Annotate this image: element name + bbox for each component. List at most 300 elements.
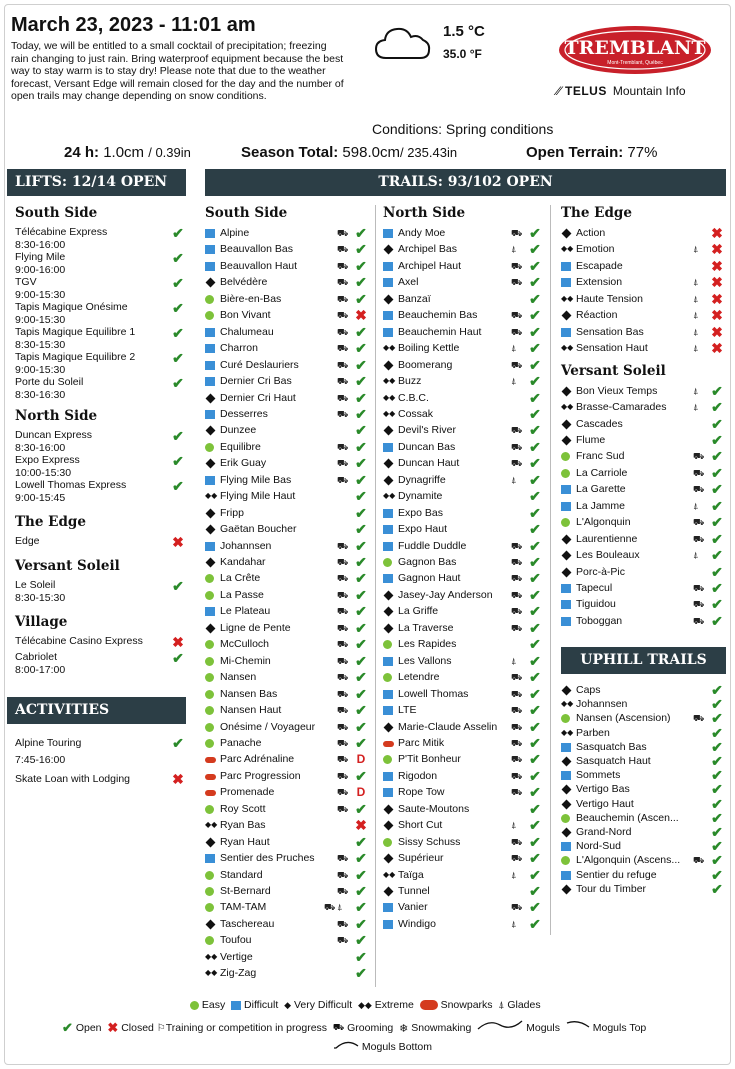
trail-name: Sasquatch Bas	[576, 740, 647, 753]
activity-hours: 7:45-16:00	[15, 754, 66, 766]
grooming-icon: ⛟	[511, 672, 523, 683]
extreme-icon: ◆◆	[383, 408, 396, 418]
lift-item	[15, 276, 65, 301]
lift-item	[15, 429, 92, 454]
grooming-icon: ⛟	[511, 589, 523, 600]
status-open-icon: ✔	[529, 257, 541, 274]
status-open-icon: ✔	[529, 389, 541, 406]
lift-item	[15, 479, 126, 504]
status-open-icon: ✔	[711, 866, 723, 883]
trail-name: Ryan Haut	[220, 835, 270, 848]
status-open-icon: ✔	[711, 612, 723, 629]
grooming-icon: ⛟	[693, 713, 705, 724]
trail-row	[383, 521, 545, 537]
lift-name: Edge	[15, 535, 40, 547]
very-difficult-icon	[384, 426, 394, 436]
status-open-icon: ✔	[529, 833, 541, 850]
telus-mountain-info	[557, 84, 686, 98]
moguls-top-icon	[566, 1019, 590, 1031]
trail-name: Windigo	[398, 917, 436, 930]
status-open-icon: ✔	[529, 619, 541, 636]
glades-icon: ⍋	[693, 326, 699, 337]
trail-row	[383, 538, 545, 554]
lift-item	[15, 651, 65, 676]
very-difficult-icon	[206, 623, 216, 633]
status-open-icon: ✔	[529, 899, 541, 916]
trail-row	[205, 636, 371, 652]
trail-name: L'Algonquin (Ascens...	[576, 854, 681, 867]
glades-icon: ⍋	[511, 655, 517, 666]
lift-item	[15, 454, 80, 479]
status-open-icon: ✔	[711, 880, 723, 897]
status-open-icon: ✔	[529, 784, 541, 801]
grooming-icon: ⛟	[337, 803, 349, 814]
very-difficult-icon	[384, 294, 394, 304]
trail-name: Rope Tow	[398, 786, 445, 799]
lift-item	[15, 251, 65, 276]
lift-name: Télécabine Casino Express	[15, 635, 143, 647]
difficult-icon	[383, 772, 393, 781]
grooming-icon: ⛟	[337, 573, 349, 584]
status-open-icon: ✔	[529, 685, 541, 702]
trail-row	[205, 422, 371, 438]
grooming-icon: ⛟	[511, 458, 523, 469]
trail-name: Curé Deslauriers	[220, 358, 299, 371]
legend-closed: Closed	[121, 1022, 154, 1035]
lift-hours: 8:30-15:30	[15, 338, 66, 351]
status-closed-icon: ✖	[355, 307, 367, 324]
difficult-icon	[231, 1001, 241, 1010]
section-title: Village	[15, 614, 68, 630]
trail-name: Parc Progression	[220, 769, 301, 782]
stat-season-cm: 598.0cm	[342, 144, 400, 161]
very-difficult-icon	[384, 887, 394, 897]
status-open-icon: ✔	[529, 702, 541, 719]
very-difficult-icon	[206, 558, 216, 568]
trail-row	[383, 307, 545, 323]
grooming-icon: ⛟	[511, 787, 523, 798]
easy-icon	[383, 558, 392, 567]
very-difficult-icon	[384, 607, 394, 617]
grooming-icon: ⛟	[337, 935, 349, 946]
extreme-icon: ◆◆	[561, 293, 574, 303]
trail-row	[561, 881, 727, 897]
section-title: Versant Soleil	[561, 362, 666, 379]
trail-name: Duncan Haut	[398, 457, 460, 470]
trail-name: Fripp	[220, 506, 244, 519]
trail-row	[383, 751, 545, 767]
lift-item	[15, 351, 135, 376]
very-difficult-icon	[384, 821, 394, 831]
difficult-icon	[205, 245, 215, 254]
grooming-icon: ⛟	[337, 770, 349, 781]
grooming-icon: ⛟	[511, 359, 523, 370]
easy-icon	[383, 755, 392, 764]
trail-name: Marie-Claude Asselin	[398, 720, 498, 733]
grooming-icon: ⛟	[511, 228, 523, 238]
trail-row	[383, 834, 545, 850]
legend-training: Training or competition in progress	[165, 1022, 328, 1035]
grooming-icon: ⛟	[337, 441, 349, 452]
conditions-label: Conditions: Spring conditions	[372, 121, 554, 137]
glades-icon: ⍋	[337, 902, 343, 913]
status-open-icon: ✔	[529, 915, 541, 932]
trail-name: Ryan Bas	[220, 819, 266, 832]
lift-hours: 9:00-16:00	[15, 263, 66, 276]
trail-name: Parben	[576, 726, 610, 739]
glades-icon: ⍋	[693, 550, 699, 561]
trail-name: Taïga	[398, 868, 424, 881]
trail-name: Gagnon Haut	[398, 572, 461, 585]
easy-icon	[205, 805, 214, 814]
trail-name: La Carriole	[576, 466, 628, 479]
trail-row	[205, 340, 371, 356]
stat-season-in: / 235.43in	[399, 145, 458, 160]
status-open-icon: ✔	[172, 250, 184, 266]
trail-name: Franc Sud	[576, 450, 625, 463]
trail-name: Mi-Chemin	[220, 654, 271, 667]
trail-row	[205, 357, 371, 373]
trail-row	[383, 455, 545, 471]
trail-name: Flume	[576, 433, 606, 446]
extreme-icon: ◆◆	[383, 491, 396, 501]
status-open-icon: ✔	[529, 274, 541, 291]
trail-row	[205, 817, 371, 833]
very-difficult-icon	[384, 623, 394, 633]
trail-name: Saute-Moutons	[398, 802, 470, 815]
status-open-icon: ✔	[529, 586, 541, 603]
lift-name: Le Soleil	[15, 579, 56, 591]
status-open-icon: ✔	[355, 405, 367, 422]
lift-name: Tapis Magique Equilibre 2	[15, 351, 136, 363]
trail-row	[383, 324, 545, 340]
trail-row	[383, 241, 545, 257]
grooming-icon: ⛟	[511, 902, 523, 913]
telus-swoosh-icon: ⁄⁄	[557, 84, 562, 98]
lift-name: Lowell Thomas Express	[15, 479, 127, 491]
legend-moguls: Moguls	[526, 1022, 560, 1035]
status-open-icon: ✔	[355, 636, 367, 653]
weather-description: Today, we will be entitled to a small cocktail of precipitation; freezing rain changing to just rain. Bring waterproof equipment because the best way to stay warm is to stay dry! Please note that due to the weather forecast, Versant Edge will remain closed for the day and the number of open trails may change depending on snow conditions.	[11, 40, 344, 102]
difficult-icon	[561, 842, 571, 851]
trail-row	[205, 949, 371, 965]
status-closed-icon: ✖	[355, 817, 367, 834]
easy-icon	[205, 903, 214, 912]
status-open-icon: ✔	[172, 650, 184, 666]
trail-name: Andy Moe	[398, 227, 446, 239]
trail-row	[205, 225, 371, 241]
status-open-icon: ✔	[355, 767, 367, 784]
trail-row	[383, 587, 545, 603]
section-title: North Side	[15, 408, 98, 424]
status-closed-icon: ✖	[711, 323, 723, 340]
trail-row	[205, 406, 371, 422]
trail-name: Boiling Kettle	[398, 342, 460, 355]
trail-name: LTE	[398, 704, 417, 717]
status-open-icon: ✔	[711, 781, 723, 798]
trail-row	[205, 274, 371, 290]
extreme-icon: ◆◆	[561, 727, 574, 737]
easy-icon	[205, 591, 214, 600]
trail-name: Beauchemin Haut	[398, 325, 482, 338]
difficult-icon	[383, 574, 393, 583]
trail-row	[383, 357, 545, 373]
trail-row	[561, 613, 727, 629]
trail-name: Nansen	[220, 671, 257, 684]
trail-row	[205, 867, 371, 883]
trail-row	[561, 547, 727, 563]
trail-row	[205, 570, 371, 586]
status-open-icon: ✔	[355, 932, 367, 949]
trail-row	[205, 768, 371, 784]
status-open-icon: ✔	[529, 652, 541, 669]
trail-row	[561, 274, 727, 290]
difficult-icon	[205, 262, 215, 271]
glades-icon: ⍋	[511, 244, 517, 255]
trail-row	[383, 686, 545, 702]
status-open-icon: ✔	[172, 478, 184, 494]
trail-name: Réaction	[576, 309, 618, 322]
status-open-icon: ✔	[529, 488, 541, 505]
difficult-icon	[383, 509, 393, 518]
trail-name: L'Algonquin	[576, 516, 631, 529]
glades-icon: ⍋	[693, 402, 699, 413]
trail-row	[383, 801, 545, 817]
trail-row	[205, 324, 371, 340]
status-open-icon: ✔	[355, 669, 367, 686]
status-open-icon: ✔	[711, 809, 723, 826]
legend-snowmaking: Snowmaking	[411, 1022, 472, 1035]
trail-name: Devil's River	[398, 424, 457, 437]
grooming-icon: ⛟	[511, 622, 523, 633]
trail-name: Emotion	[576, 243, 615, 256]
trail-name: Vertigo Bas	[576, 783, 630, 796]
tremblant-logo[interactable]	[558, 24, 713, 76]
status-open-icon: ✔	[529, 290, 541, 307]
trail-name: Standard	[220, 868, 263, 881]
trail-row	[383, 883, 545, 899]
grooming-icon: ⛟	[337, 606, 349, 617]
lift-name: Flying Mile	[15, 251, 66, 263]
status-open-icon: ✔	[355, 718, 367, 735]
trail-name: Erik Guay	[220, 457, 267, 470]
status-open-icon: ✔	[529, 570, 541, 587]
column-divider	[375, 205, 376, 987]
status-open-icon: ✔	[355, 537, 367, 554]
trail-name: Dynagriffe	[398, 473, 446, 486]
status-open-icon: ✔	[529, 241, 541, 258]
status-delayed-icon: D	[356, 752, 366, 767]
very-difficult-icon	[562, 386, 572, 396]
status-closed-icon: ✖	[711, 274, 723, 291]
grooming-icon: ⛟	[511, 853, 523, 864]
grooming-icon: ⛟	[693, 484, 705, 495]
extreme-icon: ◆◆	[383, 343, 396, 353]
status-open-icon: ✔	[172, 735, 184, 751]
trail-name: La Traverse	[398, 621, 454, 634]
grooming-icon: ⛟	[337, 458, 349, 469]
extreme-icon: ◆◆	[561, 343, 574, 353]
temp-celsius: 1.5 °C	[443, 23, 485, 40]
status-open-icon: ✔	[355, 488, 367, 505]
open-check-icon: ✔	[62, 1020, 73, 1036]
trail-row	[561, 514, 727, 530]
grooming-icon: ⛟	[337, 557, 349, 567]
grooming-icon: ⛟	[337, 705, 349, 716]
easy-icon	[205, 871, 214, 880]
status-open-icon: ✔	[711, 724, 723, 741]
grooming-icon: ⛟	[337, 589, 349, 600]
status-open-icon: ✔	[529, 471, 541, 488]
very-difficult-icon	[562, 686, 572, 696]
extreme-icon: ◆◆	[561, 244, 574, 254]
very-difficult-icon: ◆	[284, 999, 292, 1010]
trail-name: Tiguidou	[576, 598, 616, 611]
easy-icon	[205, 690, 214, 699]
trail-name: Alpine	[220, 227, 250, 239]
trail-name: Roy Scott	[220, 802, 266, 815]
grooming-icon: ⛟	[693, 855, 705, 866]
status-open-icon: ✔	[711, 530, 723, 547]
status-open-icon: ✔	[355, 323, 367, 340]
trail-name: Taschereau	[220, 917, 275, 930]
trail-row	[383, 472, 545, 488]
trail-name: Vertige	[220, 950, 253, 963]
trail-name: Nansen Haut	[220, 704, 282, 717]
easy-icon	[383, 838, 392, 847]
lift-hours: 8:30-16:00	[15, 441, 66, 454]
easy-icon	[205, 574, 214, 583]
trail-name: Sasquatch Haut	[576, 755, 651, 767]
stat-terrain-value: 77%	[627, 144, 658, 161]
status-open-icon: ✔	[172, 225, 184, 241]
status-open-icon: ✔	[529, 504, 541, 521]
trail-name: Banzaï	[398, 292, 431, 305]
difficult-icon	[561, 485, 571, 494]
easy-icon	[561, 814, 570, 823]
trail-row	[561, 225, 727, 241]
section-title: The Edge	[15, 514, 86, 530]
difficult-icon	[205, 377, 215, 386]
trail-name: Dynamite	[398, 490, 443, 503]
trail-row	[205, 258, 371, 274]
difficult-icon	[561, 771, 571, 780]
glades-icon: ⍋	[511, 376, 517, 387]
trail-name: Supérieur	[398, 852, 444, 865]
status-open-icon: ✔	[172, 453, 184, 469]
trail-row	[561, 324, 727, 340]
trail-row	[383, 488, 545, 504]
trail-name: TAM-TAM	[220, 901, 267, 914]
grooming-icon: ⛟	[511, 754, 523, 765]
easy-icon	[205, 723, 214, 732]
mountain-info-label: Mountain Info	[612, 84, 686, 98]
trail-row	[383, 653, 545, 669]
trail-row	[383, 406, 545, 422]
trail-name: Sensation Haut	[576, 342, 648, 355]
status-open-icon: ✔	[355, 521, 367, 538]
difficult-icon	[205, 361, 215, 370]
trail-name: Equilibre	[220, 440, 261, 453]
cloud-icon	[374, 25, 432, 61]
trail-row	[205, 653, 371, 669]
status-closed-icon: ✖	[711, 307, 723, 324]
easy-icon	[205, 295, 214, 304]
grooming-icon: ⛟	[337, 392, 349, 403]
status-open-icon: ✔	[355, 866, 367, 883]
moguls-bottom-icon	[333, 1040, 359, 1050]
glades-icon: ⍋	[511, 918, 517, 929]
difficult-icon	[205, 328, 215, 337]
grooming-icon: ⛟	[337, 244, 349, 255]
trail-row	[383, 735, 545, 751]
trail-name: Sensation Bas	[576, 325, 644, 338]
grooming-icon: ⛟	[693, 615, 705, 626]
trail-name: Onésime / Voyageur	[220, 720, 316, 733]
trail-row	[205, 521, 371, 537]
difficult-icon	[383, 311, 393, 320]
status-open-icon: ✔	[355, 734, 367, 751]
trail-name: Ligne de Pente	[220, 621, 291, 634]
status-open-icon: ✔	[711, 547, 723, 564]
status-open-icon: ✔	[355, 340, 367, 357]
very-difficult-icon	[562, 419, 572, 429]
trail-name: Tour du Timber	[576, 882, 647, 895]
easy-icon	[205, 936, 214, 945]
uphill-header: UPHILL TRAILS	[561, 647, 726, 674]
trail-row	[561, 498, 727, 514]
trail-row	[383, 620, 545, 636]
extreme-icon: ◆◆	[383, 869, 396, 879]
status-open-icon: ✔	[355, 619, 367, 636]
grooming-icon: ⛟	[337, 408, 349, 419]
status-open-icon: ✔	[529, 554, 541, 570]
trail-name: Beauvallon Bas	[220, 243, 293, 256]
extreme-icon: ◆◆	[205, 491, 218, 501]
trail-name: Flying Mile Haut	[220, 490, 296, 503]
trail-name: Vertigo Haut	[576, 797, 634, 810]
grooming-icon: ⛟	[511, 425, 523, 436]
lift-hours: 9:00-15:30	[15, 313, 66, 326]
grooming-icon: ⛟	[511, 770, 523, 781]
stat-season-total	[241, 144, 457, 161]
trail-row	[383, 784, 545, 800]
grooming-icon: ⛟	[337, 359, 349, 370]
trail-name: Les Rapides	[398, 638, 457, 651]
trail-name: Cossak	[398, 407, 434, 420]
trail-name: Tapecul	[576, 582, 613, 594]
easy-icon	[205, 887, 214, 896]
status-open-icon: ✔	[711, 399, 723, 416]
status-open-icon: ✔	[529, 800, 541, 817]
trail-name: Sentier des Pruches	[220, 852, 315, 865]
glades-icon: ⍋	[498, 999, 505, 1011]
trail-name: Bon Vieux Temps	[576, 384, 658, 397]
difficult-icon	[561, 871, 571, 880]
trail-row	[205, 932, 371, 948]
trail-name: Les Bouleaux	[576, 549, 640, 562]
trail-row	[383, 258, 545, 274]
status-open-icon: ✔	[529, 734, 541, 751]
snowpark-icon	[205, 757, 216, 763]
snowpark-icon	[383, 741, 394, 747]
status-open-icon: ✔	[711, 852, 723, 869]
trail-name: Sentier du refuge	[576, 868, 657, 881]
very-difficult-icon	[384, 804, 394, 814]
trail-row	[561, 291, 727, 307]
trail-name: Vanier	[398, 901, 428, 914]
trail-name: St-Bernard	[220, 885, 271, 897]
